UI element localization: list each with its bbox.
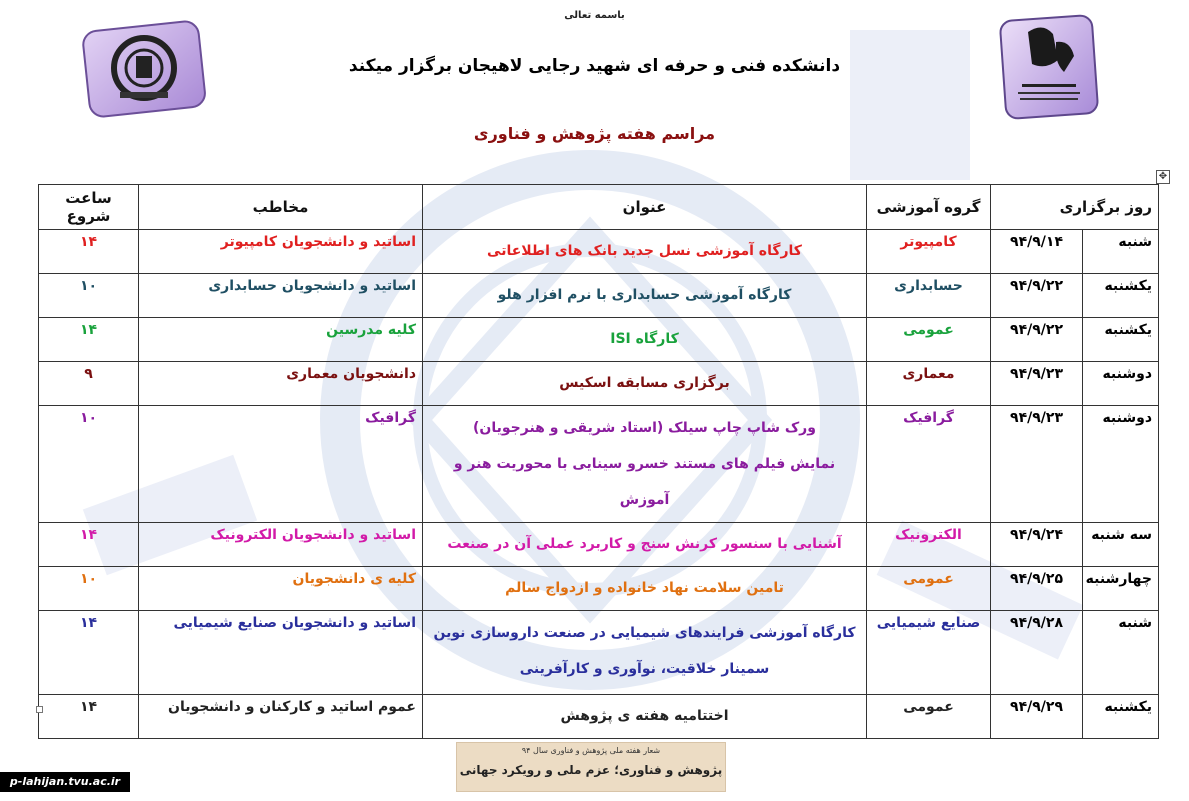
table-row [39, 523, 1159, 567]
cell-day: شنبه [1083, 230, 1159, 274]
table-row [39, 611, 1159, 695]
title-line: نمایش فیلم های مستند خسرو سینایی با محوریت هنر و آموزش [453, 456, 836, 508]
cell-title [423, 567, 867, 611]
table-resize-handle[interactable] [36, 706, 43, 713]
table-row [39, 406, 1159, 523]
cell-time: ۱۴ [39, 695, 139, 739]
title-line: کارگاه ISI [610, 331, 679, 347]
university-logo [998, 12, 1100, 122]
table-move-handle[interactable] [1156, 170, 1170, 184]
cell-audience: اساتید و دانشجویان کامپیوتر [139, 230, 423, 274]
schedule-table [38, 184, 1159, 739]
cell-time: ۱۴ [39, 611, 139, 695]
cell-title [423, 523, 867, 567]
cell-time: ۱۴ [39, 523, 139, 567]
cell-audience: عموم اساتید و کارکنان و دانشجویان [139, 695, 423, 739]
title-line: کارگاه آموزشی فرایندهای شیمیایی در صنعت داروسازی نوین [433, 625, 856, 641]
cell-title [423, 230, 867, 274]
cell-audience: دانشجویان معماری [139, 362, 423, 406]
footer-slogan-text: پژوهش و فناوری؛ عزم ملی و رویکرد جهانی [459, 763, 723, 777]
cell-time: ۱۰ [39, 567, 139, 611]
cell-audience: گرافیک [139, 406, 423, 523]
cell-date: ۹۴/۹/۲۲ [991, 318, 1083, 362]
cell-date: ۹۴/۹/۲۴ [991, 523, 1083, 567]
cell-day: یکشنبه [1083, 274, 1159, 318]
title-line: آشنایی با سنسور کرنش سنج و کاربرد عملی آن در صنعت [447, 536, 842, 552]
cell-day: دوشنبه [1083, 406, 1159, 523]
cell-day: چهارشنبه [1083, 567, 1159, 611]
college-emblem-logo [80, 18, 208, 118]
column-header-time: ساعت شروع [39, 185, 139, 230]
table-row [39, 695, 1159, 739]
cell-group: عمومی [867, 567, 991, 611]
cell-title [423, 318, 867, 362]
column-header-day: روز برگزاری [991, 185, 1159, 230]
footer-slogan-caption: شعار هفته ملی پژوهش و فناوری سال ۹۴ [521, 746, 661, 755]
cell-day: یکشنبه [1083, 695, 1159, 739]
cell-time: ۱۴ [39, 318, 139, 362]
header-basmala: باسمه تعالی [564, 10, 625, 21]
cell-group: عمومی [867, 695, 991, 739]
table-row [39, 362, 1159, 406]
cell-time: ۱۴ [39, 230, 139, 274]
column-header-title: عنوان [423, 185, 867, 230]
column-header-audience: مخاطب [139, 185, 423, 230]
cell-day: دوشنبه [1083, 362, 1159, 406]
cell-audience: اساتید و دانشجویان صنایع شیمیایی [139, 611, 423, 695]
cell-group: صنایع شیمیایی [867, 611, 991, 695]
title-line: ورک شاپ چاپ سیلک (استاد شریقی و هنرجویان) [473, 420, 816, 436]
cell-time: ۱۰ [39, 274, 139, 318]
cell-group: حسابداری [867, 274, 991, 318]
header-title: دانشکده فنی و حرفه ای شهید رجایی لاهیجان برگزار میکند [348, 56, 841, 76]
title-line: برگزاری مسابقه اسکیس [559, 375, 730, 391]
cell-time: ۹ [39, 362, 139, 406]
cell-group: معماری [867, 362, 991, 406]
cell-title [423, 406, 867, 523]
cell-title [423, 611, 867, 695]
cell-audience: اساتید و دانشجویان حسابداری [139, 274, 423, 318]
title-line: کارگاه آموزشی نسل جدید بانک های اطلاعاتی [487, 243, 802, 259]
cell-date: ۹۴/۹/۲۳ [991, 406, 1083, 523]
table-row [39, 274, 1159, 318]
table-header-row [39, 185, 1159, 230]
cell-day: شنبه [1083, 611, 1159, 695]
table-row [39, 318, 1159, 362]
cell-date: ۹۴/۹/۲۳ [991, 362, 1083, 406]
cell-date: ۹۴/۹/۲۲ [991, 274, 1083, 318]
footer-slogan [456, 742, 726, 792]
cell-title [423, 695, 867, 739]
cell-group: عمومی [867, 318, 991, 362]
move-icon: ✥ [1158, 171, 1168, 182]
cell-audience: کلیه مدرسین [139, 318, 423, 362]
cell-day: سه شنبه [1083, 523, 1159, 567]
cell-audience: کلیه ی دانشجویان [139, 567, 423, 611]
title-line: سمینار خلاقیت، نوآوری و کارآفرینی [519, 661, 770, 677]
cell-date: ۹۴/۹/۲۸ [991, 611, 1083, 695]
title-line: تامین سلامت نهاد خانواده و ازدواج سالم [505, 580, 784, 596]
cell-group: الکترونیک [867, 523, 991, 567]
title-line: کارگاه آموزشی حسابداری با نرم افزار هلو [497, 287, 792, 303]
cell-date: ۹۴/۹/۱۴ [991, 230, 1083, 274]
title-line: اختتامیه هفته ی پژوهش [560, 708, 729, 724]
column-header-group: گروه آموزشی [867, 185, 991, 230]
header-subtitle: مراسم هفته پژوهش و فناوری [473, 124, 716, 143]
cell-day: یکشنبه [1083, 318, 1159, 362]
cell-group: گرافیک [867, 406, 991, 523]
site-url: p-lahijan.tvu.ac.ir [0, 772, 130, 792]
cell-date: ۹۴/۹/۲۵ [991, 567, 1083, 611]
table-row [39, 567, 1159, 611]
cell-audience: اساتید و دانشجویان الکترونیک [139, 523, 423, 567]
cell-date: ۹۴/۹/۲۹ [991, 695, 1083, 739]
cell-title [423, 362, 867, 406]
table-row [39, 230, 1159, 274]
cell-time: ۱۰ [39, 406, 139, 523]
cell-group: کامپیوتر [867, 230, 991, 274]
cell-title [423, 274, 867, 318]
